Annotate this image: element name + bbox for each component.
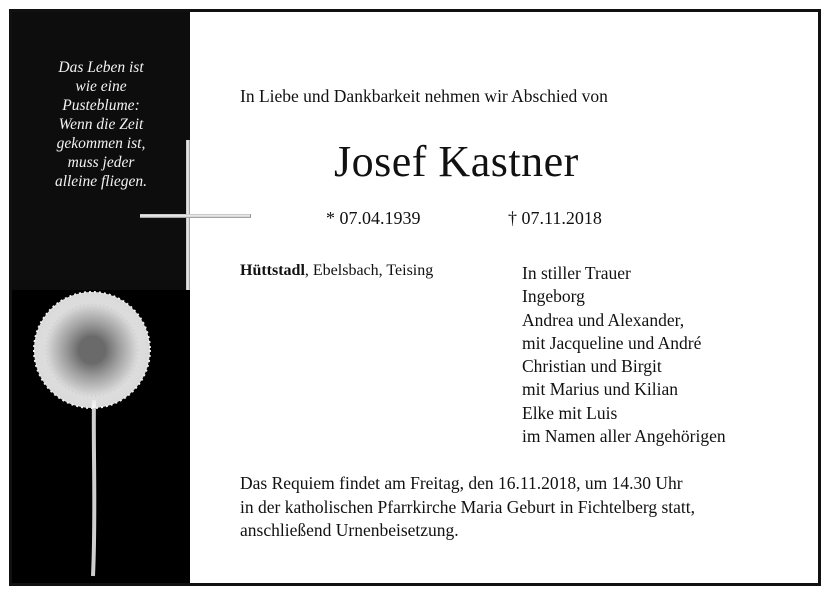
poem-line: gekommen ist,: [56, 135, 146, 152]
requiem-line: in der katholischen Pfarrkirche Maria Geburt in Fichtelberg statt,: [240, 496, 696, 517]
dandelion-image: [0, 290, 178, 580]
place-main: Hüttstadl: [240, 262, 305, 279]
birth-date: * 07.04.1939: [326, 208, 421, 228]
mourner-line: In stiller Trauer: [522, 263, 631, 283]
mourner-line: mit Jacqueline und André: [522, 332, 702, 353]
requiem-info: [240, 472, 695, 543]
poem-line: muss jeder: [67, 154, 135, 171]
intro-text: In Liebe und Dankbarkeit nehmen wir Abschied von: [240, 86, 608, 106]
mourner-line: Christian und Birgit: [522, 356, 662, 377]
poem: [12, 58, 190, 191]
cross-horizontal-beam: [140, 214, 251, 218]
mourner-line: Elke mit Luis: [522, 402, 618, 423]
place-rest: , Ebelsbach, Teising: [304, 262, 434, 279]
deceased-name: Josef Kastner: [334, 137, 579, 186]
requiem-line: anschließend Urnenbeisetzung.: [240, 520, 459, 540]
mourner-line: im Namen aller Angehörigen: [522, 426, 726, 447]
requiem-line: Das Requiem findet am Freitag, den 16.11.2018, um 14.30 Uhr: [240, 473, 683, 493]
mourner-line: Andrea und Alexander,: [522, 309, 685, 330]
poem-line: Wenn die Zeit: [58, 116, 144, 133]
places: [240, 262, 433, 280]
poem-line: Das Leben ist: [58, 59, 144, 76]
poem-line: alleine fliegen.: [54, 173, 148, 190]
death-date: † 07.11.2018: [508, 208, 602, 228]
poem-line: Pusteblume:: [62, 97, 140, 114]
mourners-list: [522, 262, 726, 448]
mourner-line: mit Marius und Kilian: [522, 379, 679, 400]
mourner-line: Ingeborg: [522, 286, 585, 307]
poem-line: wie eine: [75, 78, 127, 95]
